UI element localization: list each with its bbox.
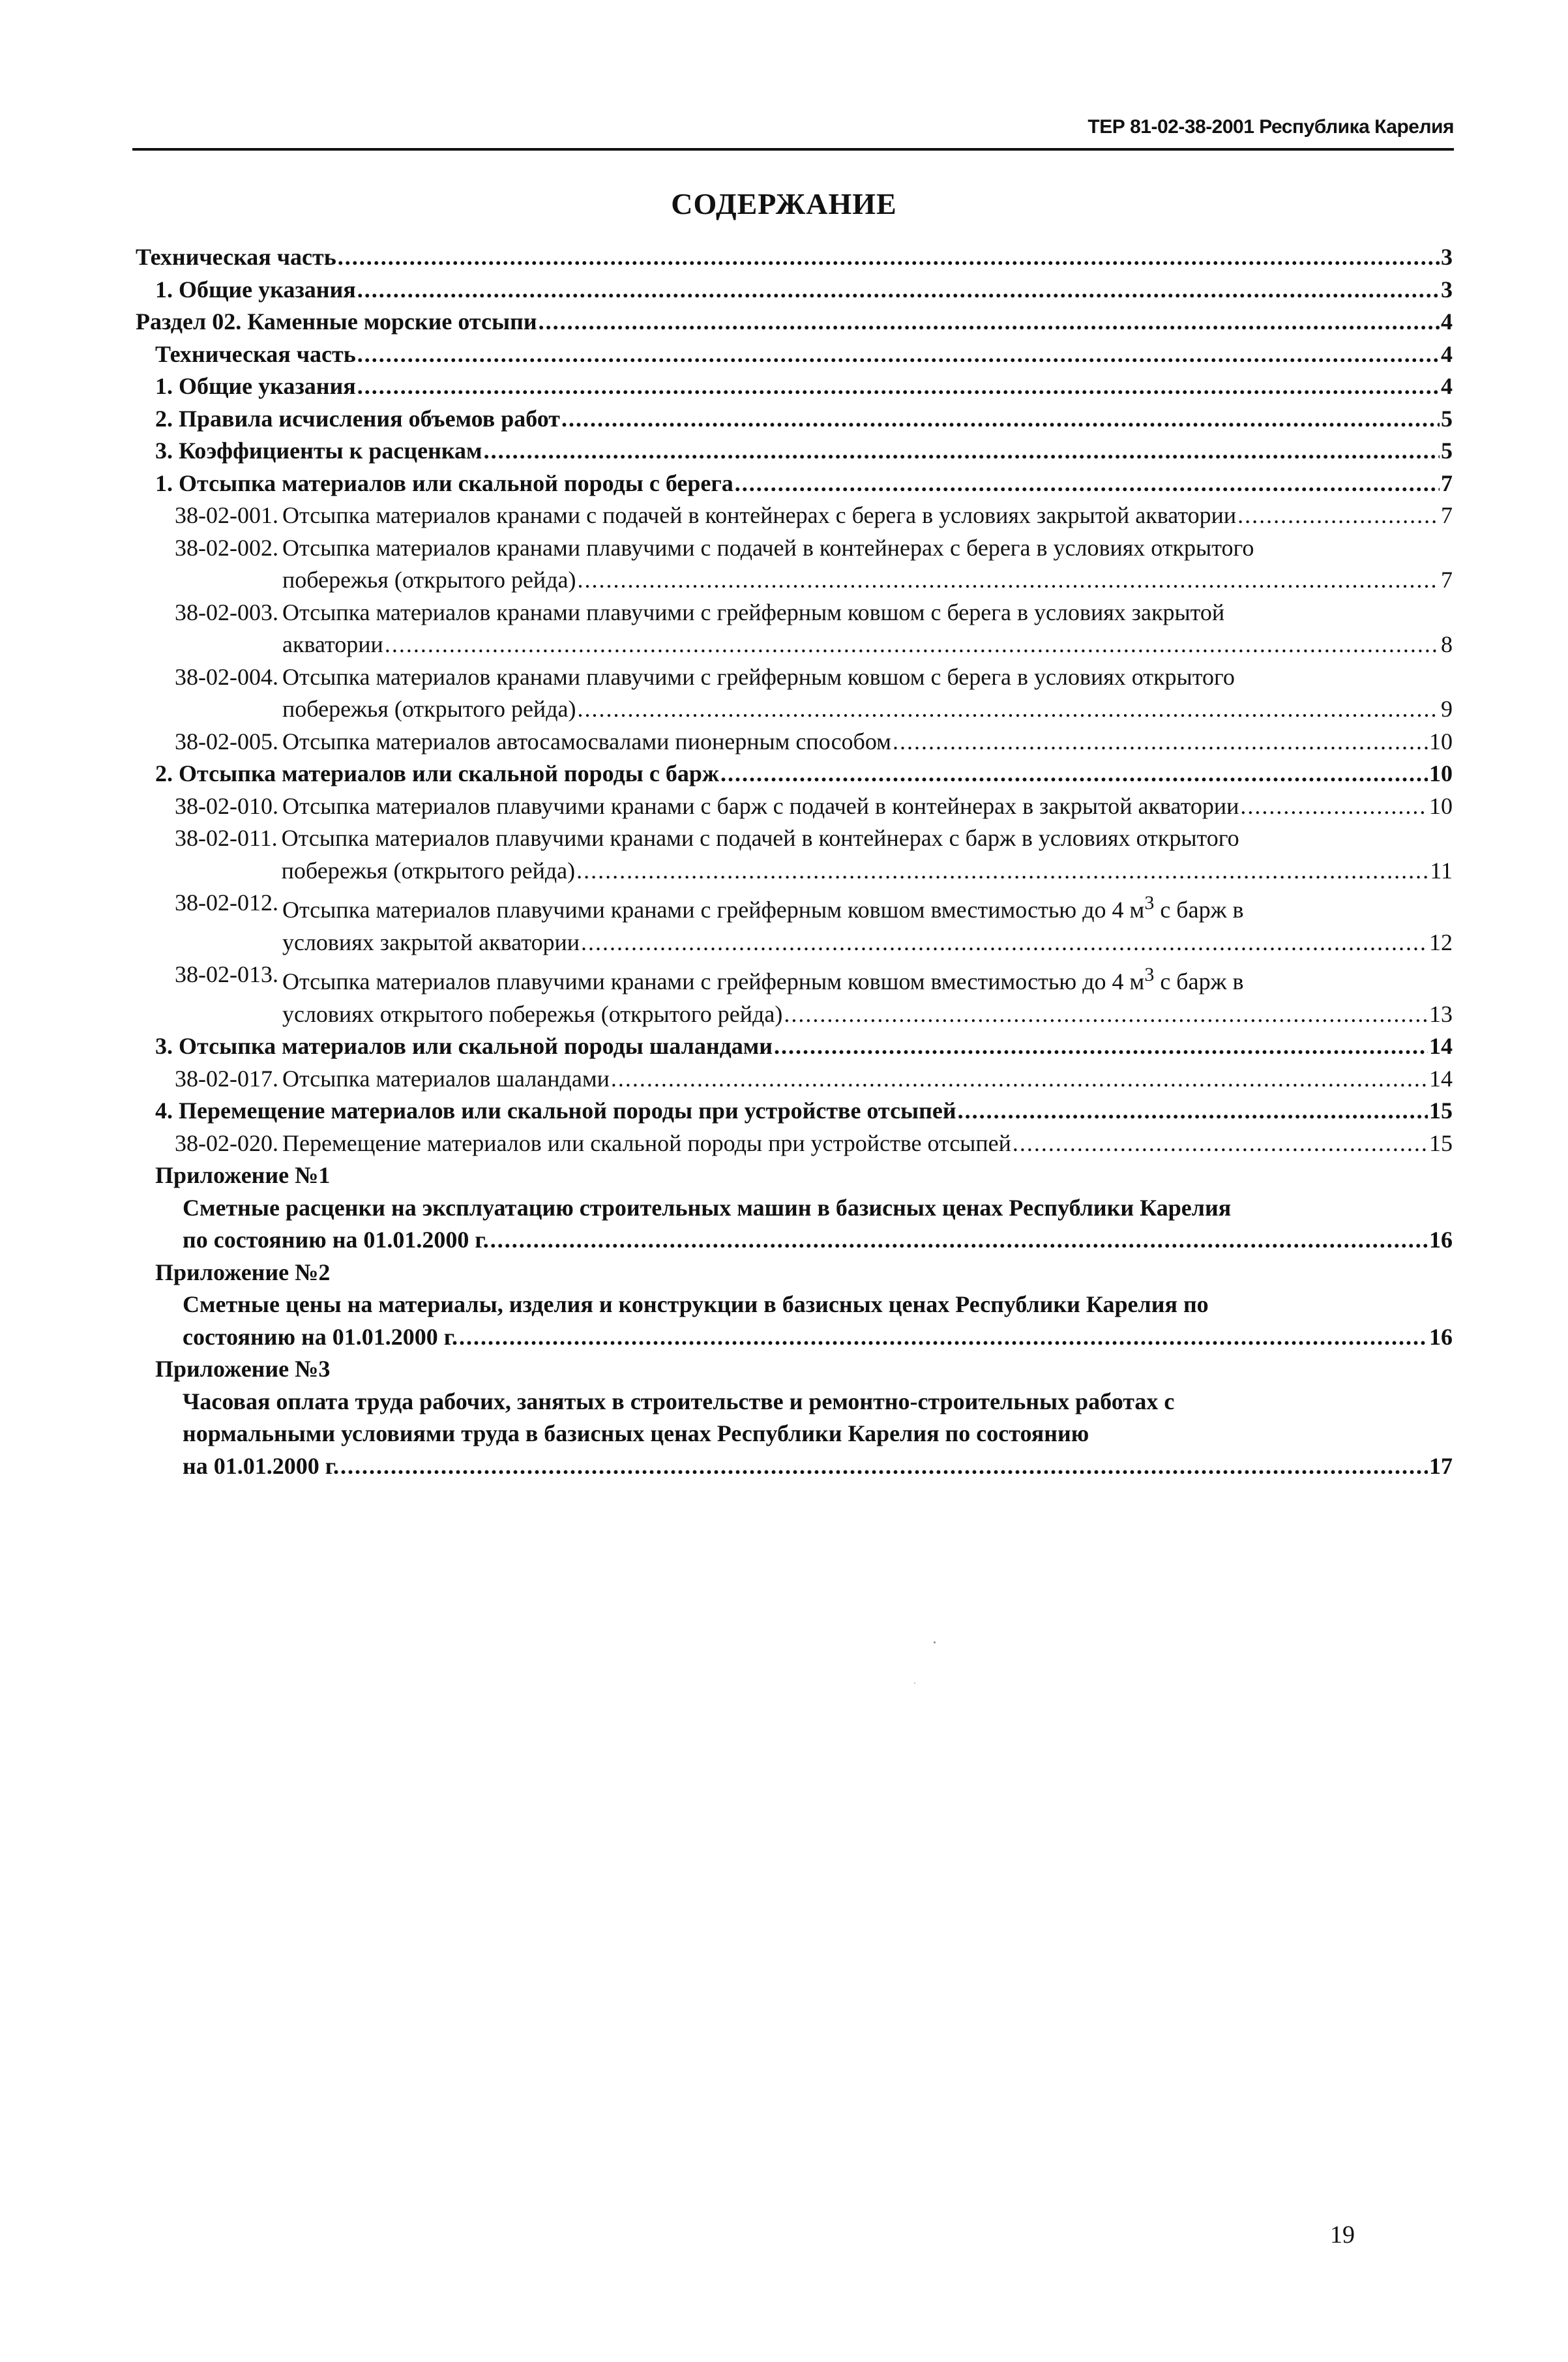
toc-entry-subsection-4[interactable]: 4. Перемещение материалов или скальной породы при устройстве отсыпей ..... 15 xyxy=(136,1095,1453,1128)
toc-entry-38-02-011[interactable]: 38-02-011. Отсыпка материалов плавучими кранами с подачей в контейнерах с барж в условиях открытого побережья (открытого рейда) ..... 11 xyxy=(136,822,1453,887)
toc-entry-38-02-004[interactable]: 38-02-004. Отсыпка материалов кранами плавучими с грейферным ковшом с берега в условиях открытого побережья (открытого рейда) ..... 9 xyxy=(136,661,1453,726)
appendix-1-heading[interactable]: Приложение №1 xyxy=(155,1162,331,1188)
toc-entry-38-02-017[interactable]: 38-02-017. Отсыпка материалов шаландами ..... 14 xyxy=(136,1063,1453,1096)
toc-entry-subsection-3[interactable]: 3. Отсыпка материалов или скальной породы шаландами ..... 14 xyxy=(136,1030,1453,1063)
scan-speck xyxy=(934,1641,936,1643)
header-rule xyxy=(132,148,1454,151)
toc-entry-general-1[interactable]: 1. Общие указания ..... 3 xyxy=(136,274,1453,306)
toc-entry-section-02[interactable]: Раздел 02. Каменные морские отсыпи ..... 4 xyxy=(136,306,1453,338)
toc-entry-38-02-020[interactable]: 38-02-020. Перемещение материалов или скальной породы при устройстве отсыпей ..... 15 xyxy=(136,1128,1453,1160)
toc-entry-appendix-2[interactable]: Сметные цены на материалы, изделия и конструкции в базисных ценах Республики Карелия по состоянию на 01.01.2000 г. ..... 16 xyxy=(136,1289,1453,1353)
toc-entry-volume-rules[interactable]: 2. Правила исчисления объемов работ ..... 5 xyxy=(136,403,1453,436)
toc-entry-38-02-010[interactable]: 38-02-010. Отсыпка материалов плавучими кранами с барж с подачей в контейнерах в закрытой акватории ..... 10 xyxy=(136,790,1453,823)
toc-entry-subsection-1[interactable]: 1. Отсыпка материалов или скальной породы с берега ..... 7 xyxy=(136,468,1453,500)
toc-entry-38-02-001[interactable]: 38-02-001. Отсыпка материалов кранами с подачей в контейнерах с берега в условиях закрытой акватории ..... 7 xyxy=(136,500,1453,532)
toc-entry-tech-part[interactable]: Техническая часть ..... 3 xyxy=(136,241,1453,274)
page-title: СОДЕРЖАНИЕ xyxy=(671,187,897,220)
scan-speck xyxy=(914,1682,915,1684)
table-of-contents xyxy=(136,241,1453,1482)
page-number: 19 xyxy=(1330,2221,1355,2249)
toc-entry-tech-part-2[interactable]: Техническая часть ..... 4 xyxy=(136,338,1453,371)
toc-entry-coefficients[interactable]: 3. Коэффициенты к расценкам ..... 5 xyxy=(136,435,1453,468)
toc-entry-38-02-012[interactable]: 38-02-012. Отсыпка материалов плавучими кранами с грейферным ковшом вместимостью до 4 $м^3$ с барж в условиях закрытой акватории ..... 12 xyxy=(136,887,1453,959)
toc-entry-subsection-2[interactable]: 2. Отсыпка материалов или скальной породы с барж ..... 10 xyxy=(136,758,1453,790)
appendix-2-heading[interactable]: Приложение №2 xyxy=(155,1259,331,1285)
appendix-3-heading[interactable]: Приложение №3 xyxy=(155,1356,331,1382)
toc-entry-38-02-005[interactable]: 38-02-005. Отсыпка материалов автосамосвалами пионерным способом ..... 10 xyxy=(136,726,1453,758)
toc-entry-general-2[interactable]: 1. Общие указания ..... 4 xyxy=(136,370,1453,403)
toc-entry-38-02-003[interactable]: 38-02-003. Отсыпка материалов кранами плавучими с грейферным ковшом с берега в условиях закрытой акватории ..... 8 xyxy=(136,597,1453,661)
header-doc-id: ТЕР 81-02-38-2001 Республика Карелия xyxy=(1087,116,1454,138)
toc-entry-38-02-002[interactable]: 38-02-002. Отсыпка материалов кранами плавучими с подачей в контейнерах с берега в условиях открытого побережья (открытого рейда) ..... 7 xyxy=(136,532,1453,597)
toc-entry-appendix-3[interactable]: Часовая оплата труда рабочих, занятых в строительстве и ремонтно-строительных работах с нормальными условиями труда в базисных ценах Республики Карелия по состоянию на 01.01.2000 г. ..... 17 xyxy=(136,1386,1453,1483)
toc-entry-38-02-013[interactable]: 38-02-013. Отсыпка материалов плавучими кранами с грейферным ковшом вместимостью до 4 $м^3$ с барж в условиях открытого побережья (открытого рейда) ..... 13 xyxy=(136,959,1453,1030)
toc-entry-appendix-1[interactable]: Сметные расценки на эксплуатацию строительных машин в базисных ценах Республики Карелия по состоянию на 01.01.2000 г. ..... 16 xyxy=(136,1192,1453,1257)
